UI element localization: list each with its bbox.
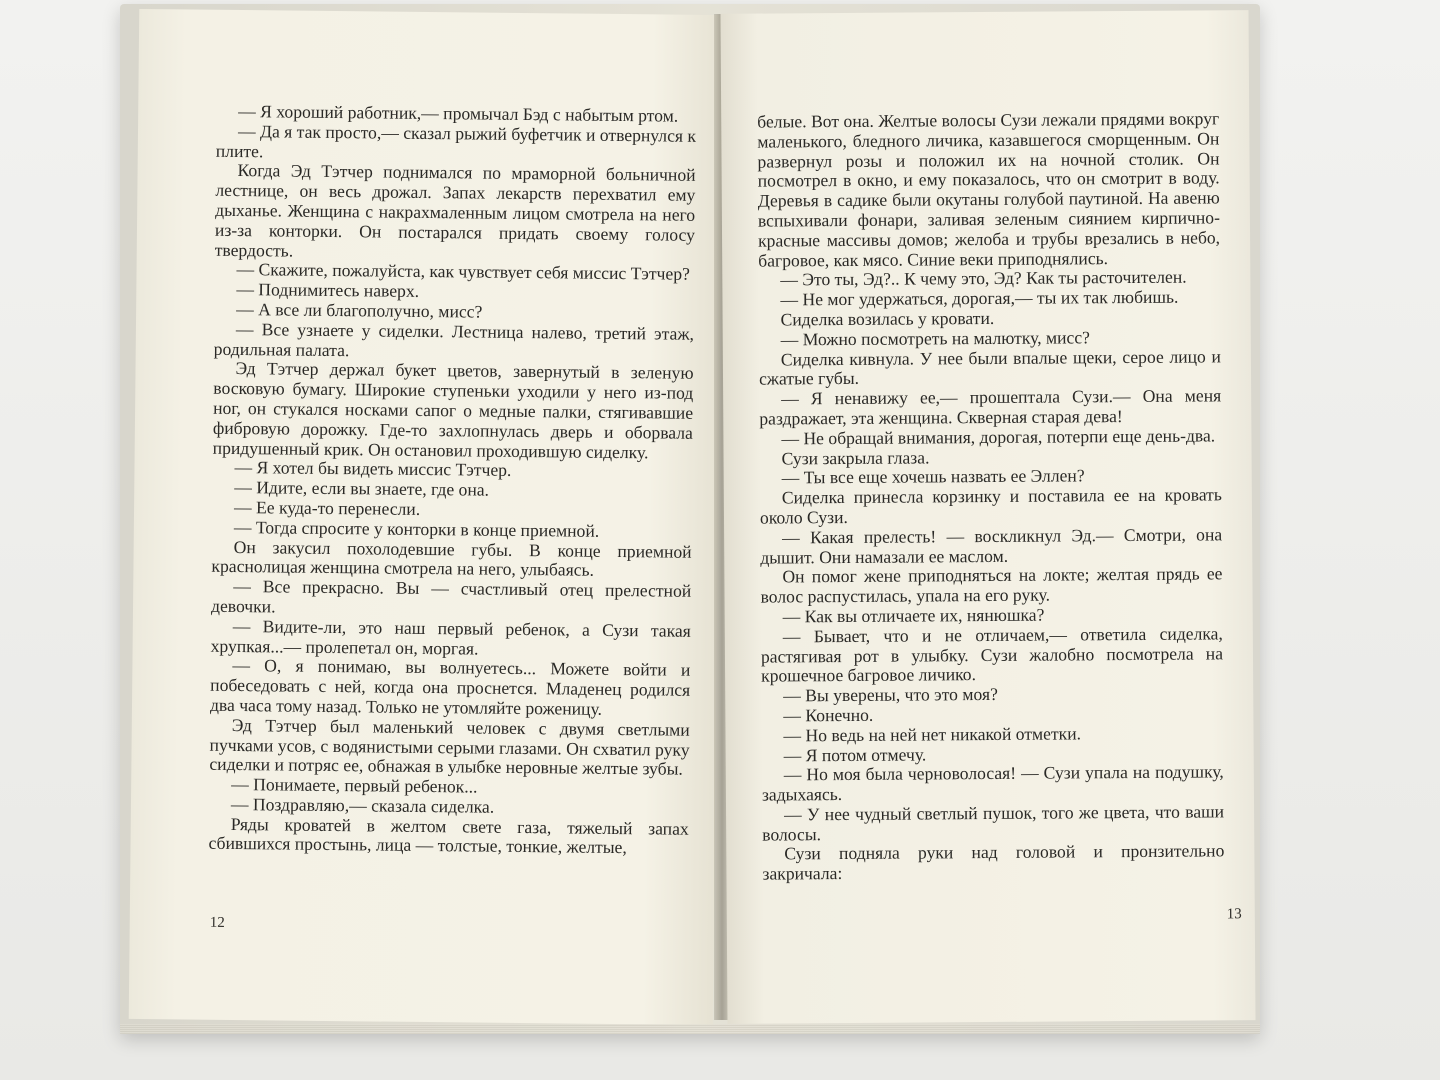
paragraph: — Все узнаете у сиделки. Лестница налево, третий этаж, родильная палата. <box>213 318 695 360</box>
paragraph: Когда Эд Тэтчер поднимался по мраморной больничной лестнице, он весь дрожал. Запах лекарств перехватил ему дыханье. Женщина с накрахмаленным лицом смотрела на него из-за конторки. Он постарался придать своему голосу твердость. <box>214 160 696 261</box>
paragraph: — Ее куда-то перенесли. <box>233 496 421 519</box>
paragraph: Сиделка принесла корзинку и поставила ее на кровать около Сузи. <box>759 484 1222 528</box>
paragraph: — Да я так просто,— сказал рыжий буфетчик и отвернулся к плите. <box>215 120 697 161</box>
left-page-text <box>208 102 696 859</box>
paragraph: — Конечно. <box>783 704 874 726</box>
paragraph: — Вы уверены, что это моя? <box>783 684 998 706</box>
paragraph: — Понимаете, первый ребенок... <box>231 774 478 797</box>
paragraph: — Не мог удержаться, дорогая,— ты их так любишь. <box>780 286 1179 310</box>
paragraph: — Поднимитесь наверх. <box>236 279 420 302</box>
paragraph: — А все ли благополучно, мисс? <box>236 298 483 322</box>
paragraph: — Поздравляю,— сказала сиделка. <box>230 793 495 817</box>
paragraph: Сиделка возилась у кровати. <box>780 307 995 330</box>
paragraph: — Это ты, Эд?.. К чему это, Эд? Как ты расточителен. <box>780 266 1187 290</box>
paragraph: белые. Вот она. Желтые волосы Сузи лежали прядями вокруг маленького, бледного личика, казавшегося сморщенным. Он развернул розы и положил их на ночной столик. Он посмотрел в окно, и ему показалось, что он смотрит в воду. Деревья в садике были окутаны голубой паутиной. На авеню вспыхивали фонари, заливая зеленым сиянием кирпично-красные массивы домов; желоба и трубы врезались в небо, багровое, как мясо. Синие веки приподнялись. <box>757 108 1221 271</box>
right-page-number: 13 <box>1226 906 1242 923</box>
paragraph: Сузи закрыла глаза. <box>781 446 930 468</box>
paragraph: — Не обращай внимания, дорогая, потерпи еще день-два. <box>781 425 1216 449</box>
paragraph: — Я хотел бы видеть миссис Тэтчер. <box>234 457 512 481</box>
paragraph: — Я потом отмечу. <box>783 743 927 765</box>
paragraph: — Идите, если вы знаете, где она. <box>234 477 490 500</box>
paragraph: — Но моя была черноволосая! — Сузи упала на подушку, задыхаясь. <box>761 761 1224 805</box>
right-page <box>720 10 1255 1024</box>
paragraph: — Видите-ли, это наш первый ребенок, а Сузи такая хрупкая...— пролепетал он, моргая. <box>210 615 691 659</box>
paragraph: Эд Тэтчер держал букет цветов, завернутый в зеленую восковую бумагу. Широкие ступеньки уходили у него из-под ног, он стукался носками сапог о медные палки, стягивавшие фибровую дорожку. Где-то захлопнулась дверь и оборвала придушенный крик. Он остановил проходившую сиделку. <box>212 358 694 462</box>
paragraph: — Но ведь на ней нет никакой отметки. <box>783 723 1082 746</box>
open-book <box>120 4 1260 1034</box>
paragraph: Он помог жене приподняться на локте; желтая прядь ее волос распустилась, упала на его руку. <box>760 563 1223 607</box>
paragraph: — У нее чудный светлый пушок, того же цвета, что ваши волосы. <box>762 801 1225 845</box>
paragraph: — Ты все еще хочешь назвать ее Эллен? <box>781 465 1085 488</box>
right-page-text <box>757 109 1224 884</box>
paragraph: Он закусил похолодевшие губы. В конце приемной краснолицая женщина смотрела на него, улыбаясь. <box>211 536 692 581</box>
paragraph: Сиделка кивнула. У нее были впалые щеки, серое лицо и сжатые губы. <box>758 345 1221 389</box>
paragraph: Сузи подняла руки над головой и пронзительно закричала: <box>762 840 1225 884</box>
paragraph: — О, я понимаю, вы волнуетесь... Можете войти и побеседовать с ней, когда она проснется. Младенец родился два часа тому назад. Только не утомляйте роженицу. <box>209 655 691 719</box>
left-page-number: 12 <box>209 914 225 931</box>
page-block-edge <box>120 1024 1260 1034</box>
paragraph: — Я хороший работник,— промычал Бэд с набытым ртом. <box>238 101 679 126</box>
paragraph: — Все прекрасно. Вы — счастливый отец прелестной девочки. <box>210 576 692 617</box>
left-page <box>129 9 724 1025</box>
paragraph: — Тогда спросите у конторки в конце приемной. <box>233 516 600 541</box>
paragraph: Ряды кроватей в желтом свете газа, тяжелый запах сбившихся простынь, лица — толстые, тонкие, желтые, <box>208 813 689 858</box>
paragraph: — Бывает, что и не отличаем,— ответила сиделка, растягивая рот в улыбку. Сузи жалобно посмотрела на крошечное багровое личико. <box>760 623 1224 686</box>
paragraph: — Я ненавижу ее,— прошептала Сузи.— Она меня раздражает, эта женщина. Скверная старая дева! <box>759 385 1222 429</box>
paragraph: Эд Тэтчер был маленький человек с двумя светлыми пучками усов, с водянистыми серыми глазами. Он схватил руку сиделки и потряс ее, обнажая в улыбке неровные желтые зубы. <box>209 714 690 779</box>
paragraph: — Как вы отличаете их, нянюшка? <box>782 604 1045 627</box>
paragraph: — Можно посмотреть на малютку, мисс? <box>780 327 1091 350</box>
paragraph: — Какая прелесть! — воскликнул Эд.— Смотри, она дышит. Они намазали ее маслом. <box>760 524 1223 568</box>
paragraph: — Скажите, пожалуйста, как чувствует себя миссис Тэтчер? <box>236 259 690 285</box>
